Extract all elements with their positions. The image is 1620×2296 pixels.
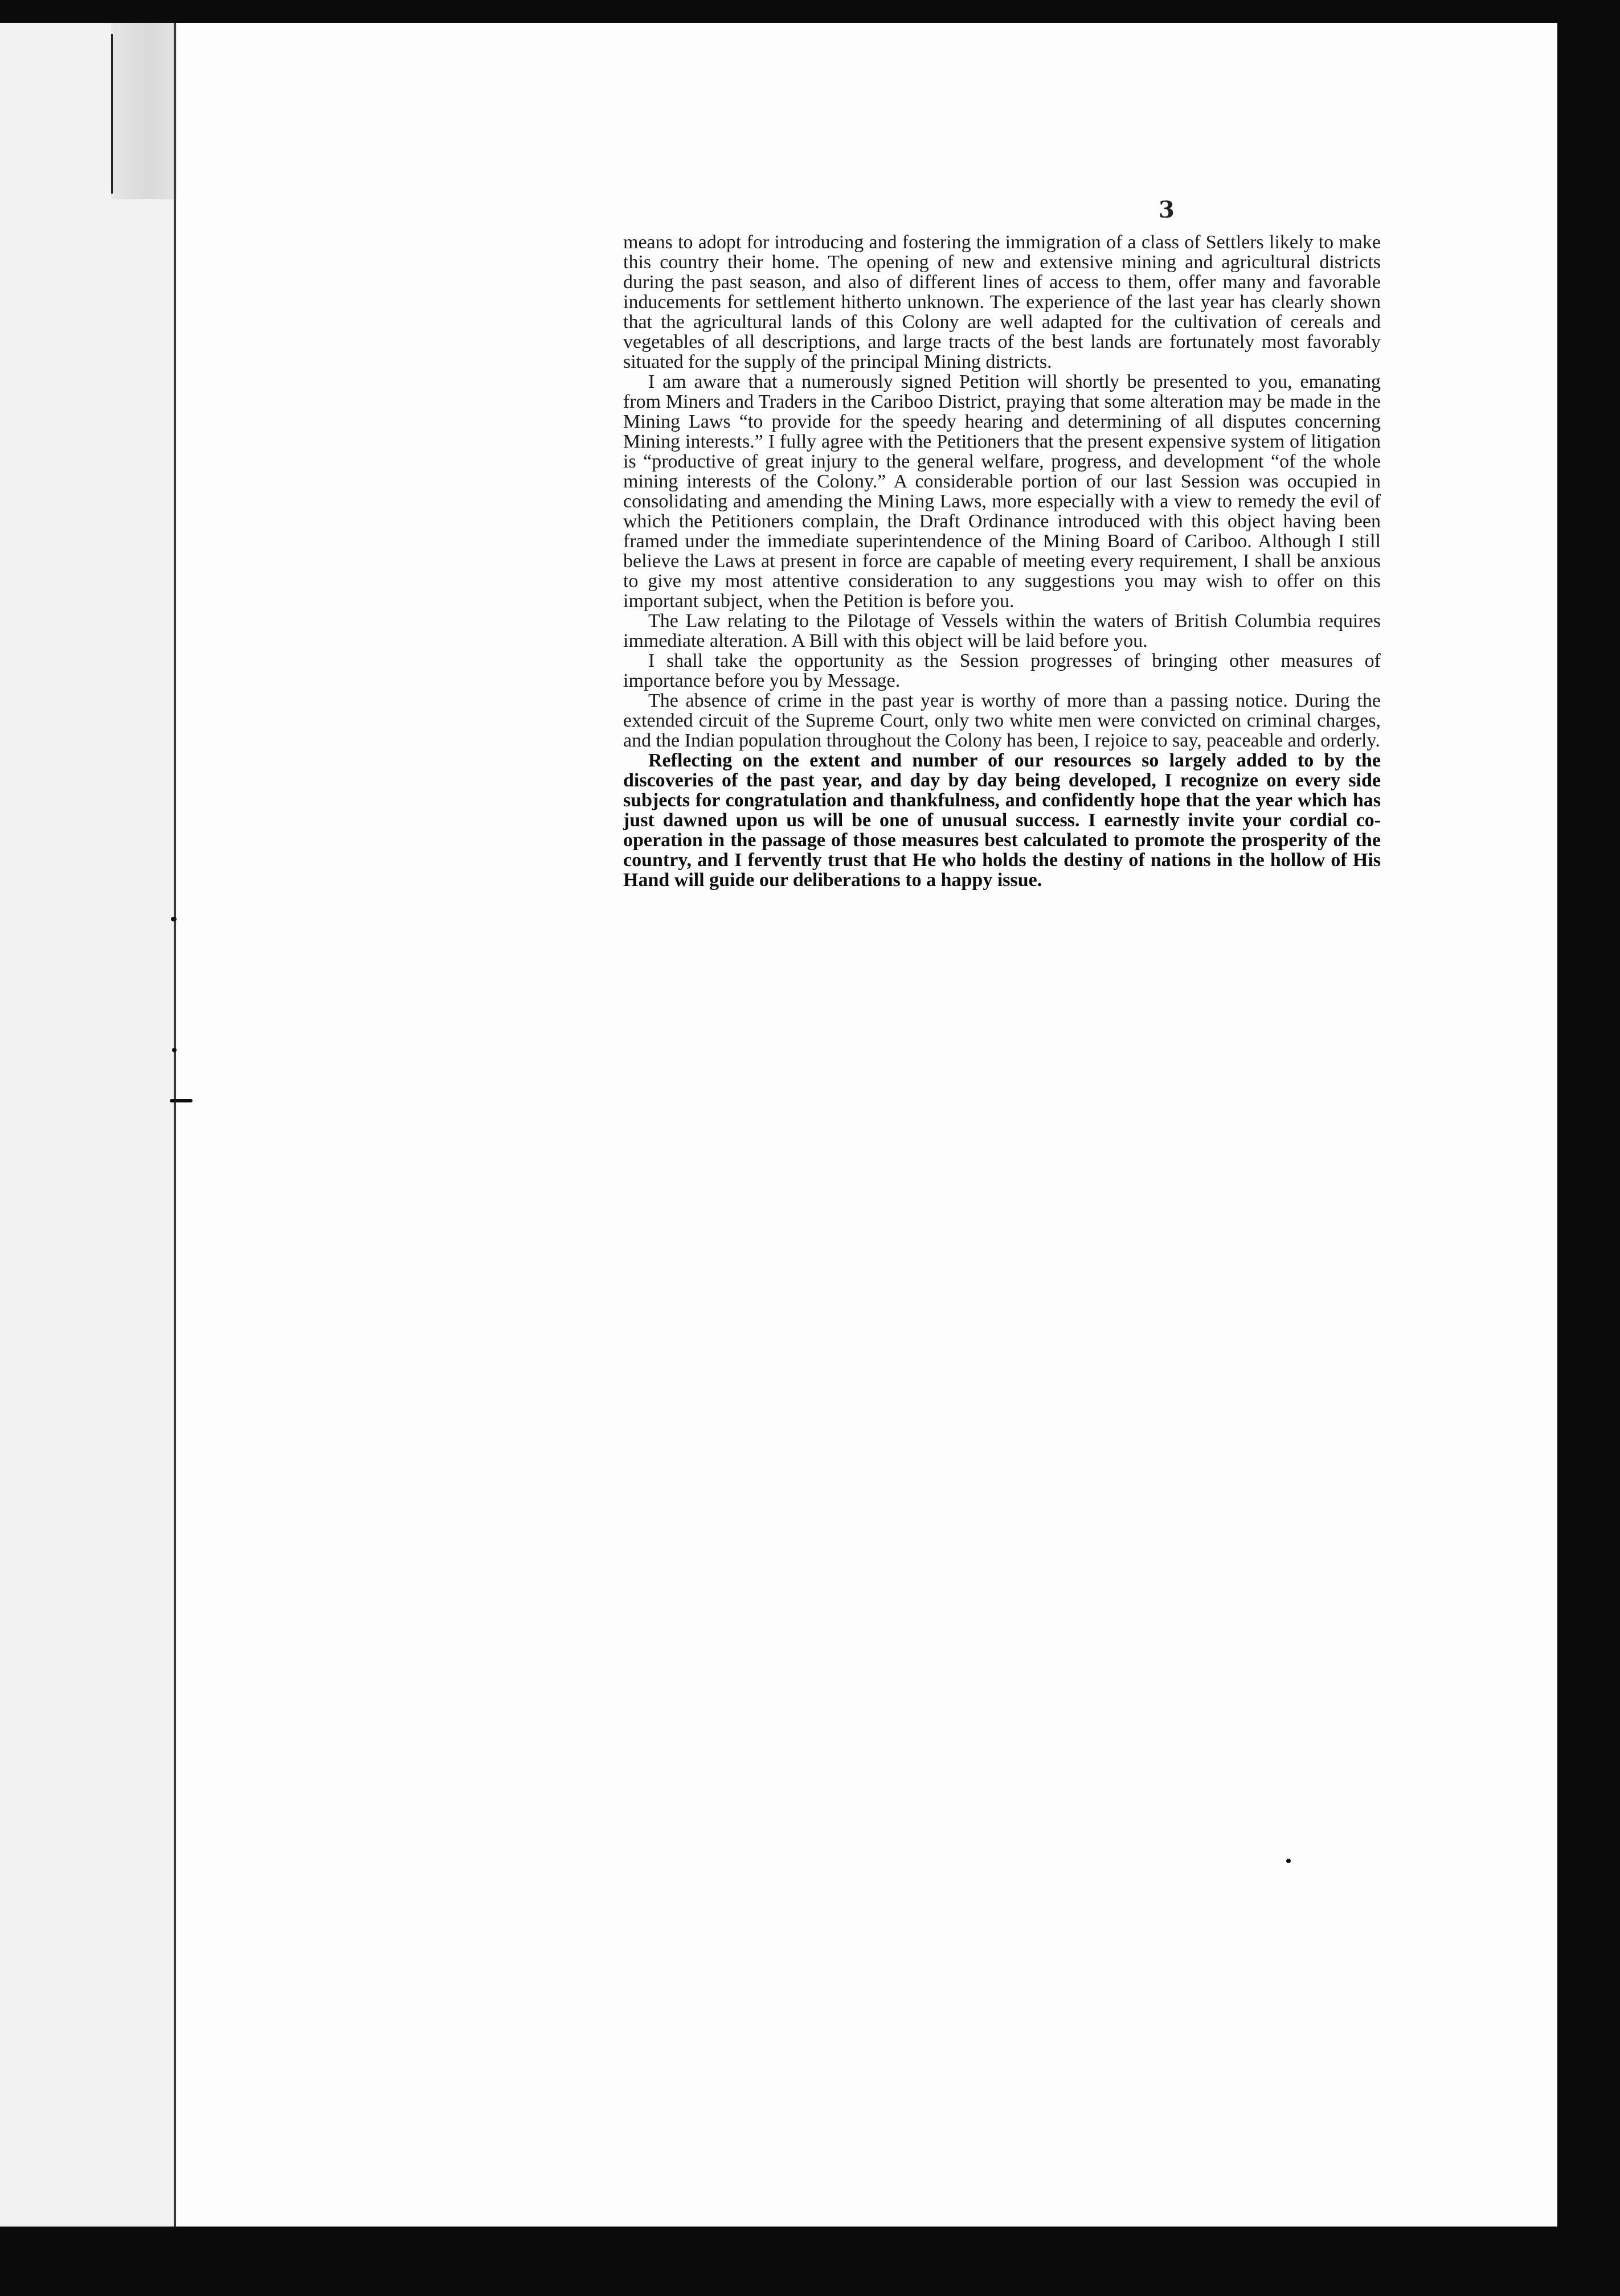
scan-speck [1286,1859,1291,1863]
page-number: 3 [1159,196,1175,223]
paragraph-session-measures: I shall take the opportunity as the Session progresses of bringing other measures of importance before you by Message. [623,650,1381,691]
scan-top-border [0,0,1620,23]
scan-bottom-border [0,2227,1620,2296]
scan-speck [171,917,177,921]
facing-page-shadow [111,23,177,199]
paragraph-crime: The absence of crime in the past year is worthy of more than a passing notice. During the extended circuit of the Supreme Court, only two white men were convicted on criminal charges, and the Indian population throughout the Colony has been, I rejoice to say, peaceable and orderly. [623,690,1381,751]
scan-speck [170,1099,193,1102]
paragraph-petition: I am aware that a numerously signed Petition will shortly be presented to you, emanating from Miners and Traders in the Cariboo District, praying that some alteration may be made in the Mining Laws “to provide for the speedy hearing and determining of all disputes concerning Mining interests.” I fully agree with the Petitioners that the present expensive system of litigation is “productive of great injury to the general welfare, progress, and development “of the whole mining interests of the Colony.” A considerable portion of our last Session was occupied in consolidating and amending the Mining Laws, more especially with a view to remedy the evil of which the Petitioners complain, the Draft Ordinance introduced with this object having been framed under the immediate superintendence of the Mining Board of Cariboo. Although I still believe the Laws at present in force are capable of meeting every requirement, I shall be anxious to give my most attentive consideration to any suggestions you may wish to offer on this important subject, when the Petition is before you. [623,371,1381,612]
body-text [623,232,1381,890]
gutter-line [174,23,176,2227]
paragraph-pilotage: The Law relating to the Pilotage of Vessels within the waters of British Columbia requires immediate alteration. A Bill with this object will be laid before you. [623,610,1381,651]
margin-mark [111,34,113,194]
paragraph-closing: Reflecting on the extent and number of our resources so largely added to by the discoveries of the past year, and day by day being developed, I recognize on every side subjects for congratulation and thankfulness, and confidently hope that the year which has just dawned upon us will be one of unusual success. I earnestly invite your cordial co-operation in the passage of those measures best calculated to promote the prosperity of the country, and I fervently trust that He who holds the destiny of nations in the hollow of His Hand will guide our deliberations to a happy issue. [623,750,1381,891]
scan-right-border [1557,0,1620,2296]
paragraph-immigration: means to adopt for introducing and fostering the immigration of a class of Settlers likely to make this country their home. The opening of new and extensive mining and agricultural districts during the past season, and also of different lines of access to them, offer many and favorable inducements for settlement hitherto unknown. The experience of the last year has clearly shown that the agricultural lands of this Colony are well adapted for the cultivation of cereals and vegetables of all descriptions, and large tracts of the best lands are fortunately most favorably situated for the supply of the principal Mining districts. [623,232,1381,372]
scan-speck [172,1048,177,1052]
facing-page-edge [0,23,177,2227]
